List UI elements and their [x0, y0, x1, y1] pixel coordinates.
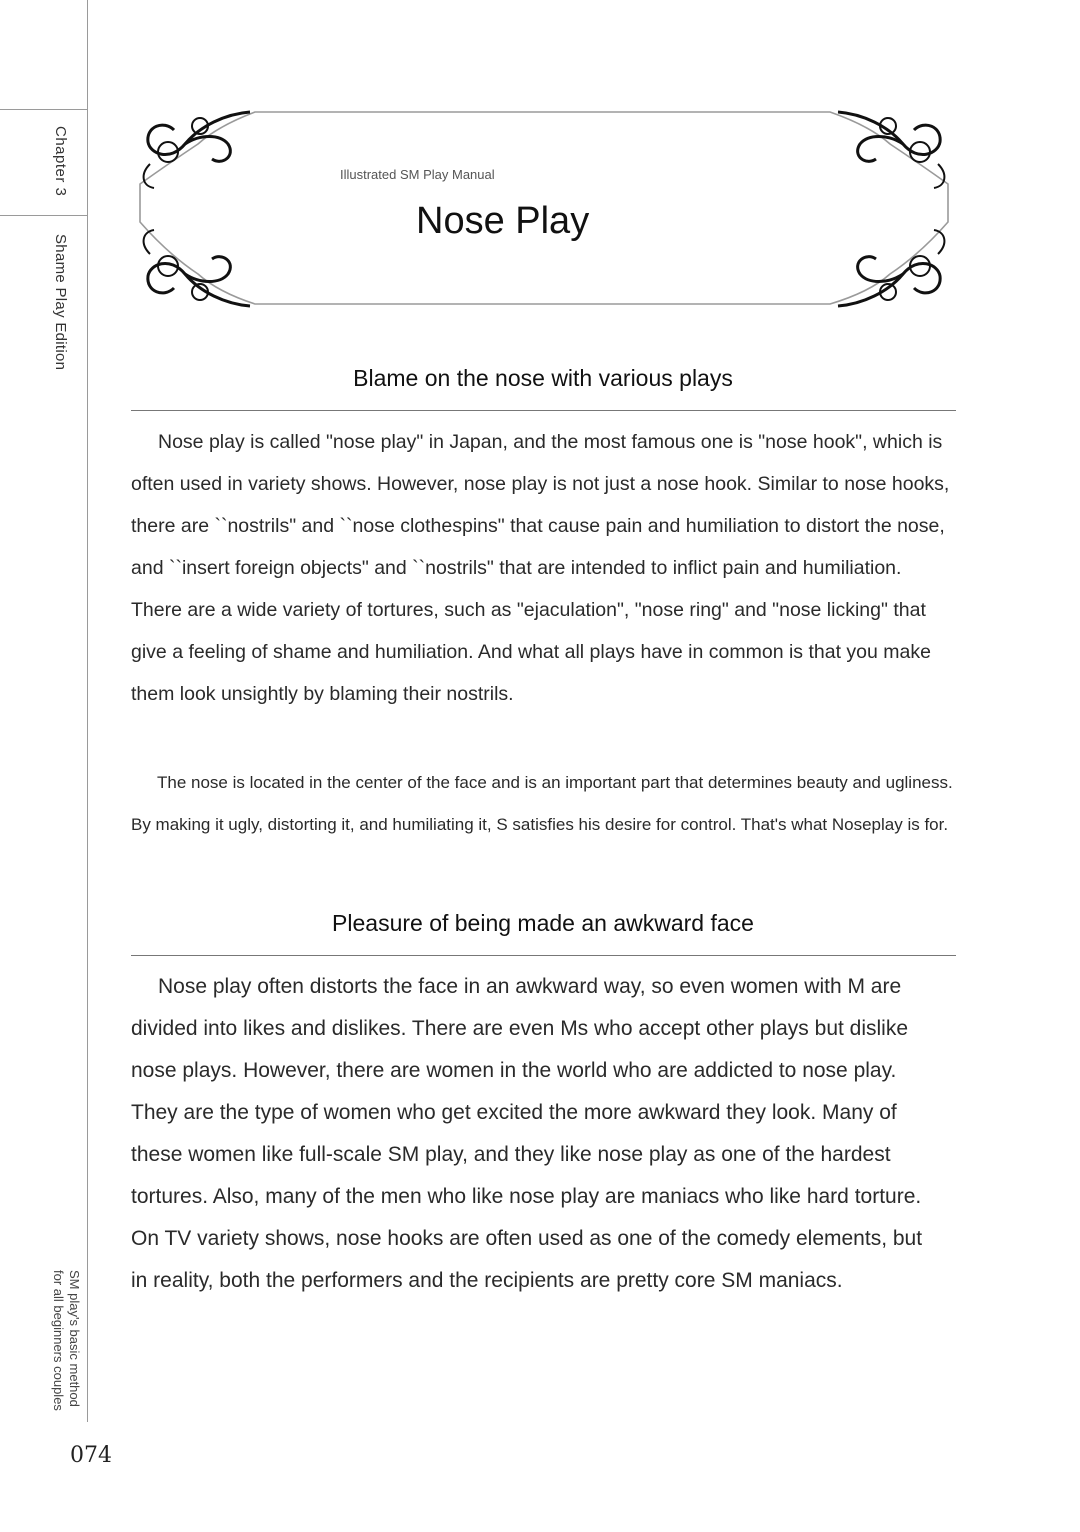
flourish-top-left — [144, 112, 250, 188]
section-1-paragraph-2: The nose is located in the center of the face and is an important part that determines beauty and ugliness. By making it ugly, distorting it, and humiliating it, S satisfies his desire for control. That's what Noseplay is for. — [131, 773, 953, 834]
flourish-bottom-right — [838, 230, 944, 306]
flourish-top-right — [838, 112, 944, 188]
chapter-divider-bottom — [0, 215, 87, 216]
section-1-paragraph-1: Nose play is called "nose play" in Japan, and the most famous one is "nose hook", which is often used in variety shows. However, nose play is not just a nose hook. Similar to nose hooks, there are ``nostrils" and ``nose clothespins" that cause pain and humiliation to distort the nose, and ``insert foreign objects" and ``nostrils" that are intended to inflict pain and humiliation. There are a wide variety of tortures, such as "ejaculation", "nose ring" and "nose licking" that give a feeling of shame and humiliation. And what all plays have in common is that you make them look unsightly by blaming their nostrils. — [131, 431, 950, 705]
flourish-bottom-left — [144, 230, 250, 306]
edition-label: Shame Play Edition — [52, 234, 69, 371]
manual-label: Illustrated SM Play Manual — [340, 167, 495, 182]
section-heading-2: Pleasure of being made an awkward face — [332, 910, 754, 936]
series-line-2: for all beginners couples — [51, 1270, 66, 1411]
series-line-1: SM play's basic method — [67, 1270, 82, 1407]
section-rule-1 — [131, 410, 956, 411]
section-rule-2 — [131, 955, 956, 956]
page-number: 074 — [70, 1443, 112, 1468]
page-title: Nose Play — [416, 200, 590, 242]
section-2-paragraph-1: Nose play often distorts the face in an awkward way, so even women with M are divided into likes and dislikes. There are even Ms who accept other plays but dislike nose plays. However, there are women in the world who are addicted to nose play. They are the type of women who get excited the more awkward they look. Many of these women like full-scale SM play, and they like nose play as one of the hardest tortures. Also, many of the men who like nose play are maniacs who like hard torture. On TV variety shows, nose hooks are often used as one of the comedy elements, but in reality, both the performers and the recipients are pretty core SM maniacs. — [131, 975, 923, 1292]
series-label — [48, 1270, 82, 1411]
chapter-divider-top — [0, 109, 87, 110]
section-heading-1: Blame on the nose with various plays — [353, 365, 733, 391]
page-margin-line — [87, 0, 88, 1422]
chapter-label: Chapter 3 — [52, 126, 69, 197]
